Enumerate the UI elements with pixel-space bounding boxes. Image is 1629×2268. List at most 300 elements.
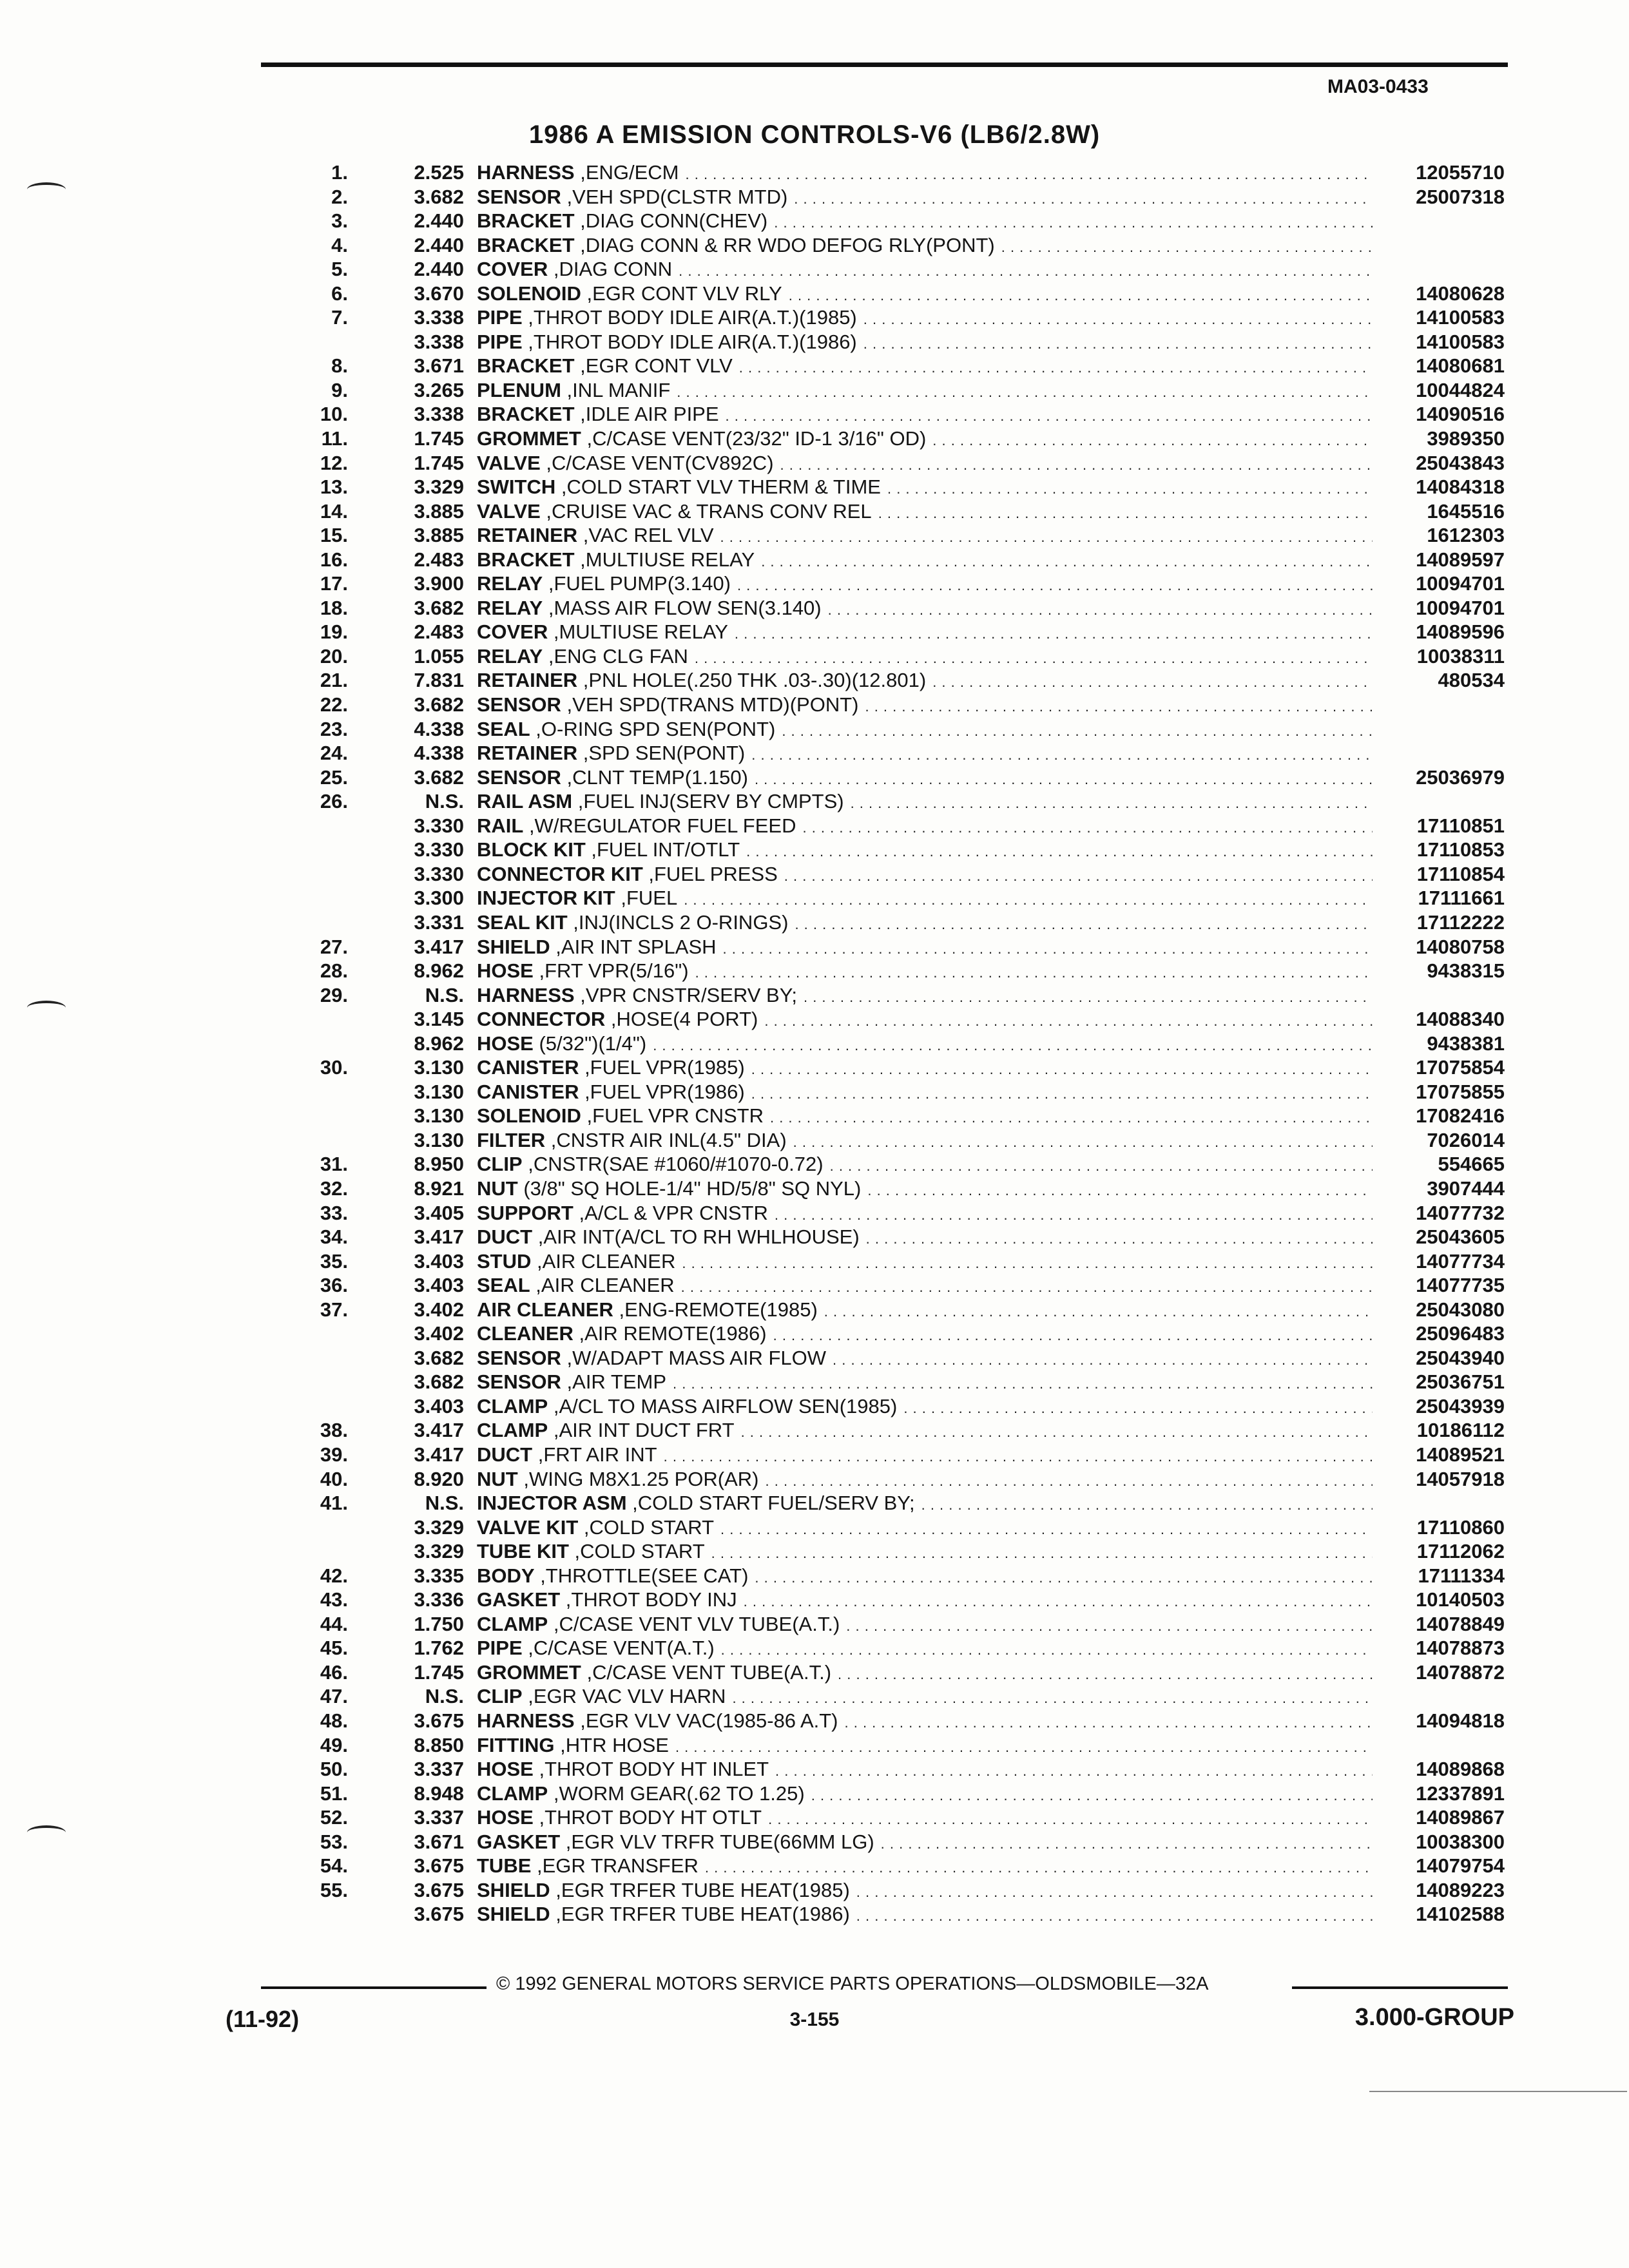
page-title: 1986 A EMISSION CONTROLS-V6 (LB6/2.8W) [528, 120, 1101, 149]
part-number: 25043939 [1416, 1394, 1505, 1418]
reference-number: 3.682 [414, 1370, 464, 1394]
part-row [284, 1394, 1505, 1419]
part-number: 17075855 [1416, 1080, 1505, 1103]
item-number: 7. [331, 306, 348, 329]
item-number: 25. [320, 765, 348, 789]
part-row [284, 305, 1505, 330]
part-detail: ,AIR TEMP [561, 1370, 666, 1394]
part-noun: SENSOR [477, 1370, 561, 1394]
reference-number: N.S. [425, 983, 464, 1006]
reference-number: 3.331 [414, 910, 464, 934]
item-number: 31. [320, 1153, 348, 1176]
part-description [477, 838, 1373, 864]
item-number: 49. [320, 1733, 348, 1756]
part-row [284, 886, 1505, 910]
part-number: 554665 [1438, 1153, 1505, 1176]
part-noun: SEAL [477, 717, 530, 740]
part-number: 1612303 [1427, 524, 1505, 547]
part-description [477, 693, 1373, 719]
part-row [284, 1588, 1505, 1612]
reference-number: 3.130 [414, 1104, 464, 1128]
part-row [284, 160, 1505, 185]
part-detail: ,THROT BODY HT OTLT [533, 1806, 762, 1829]
reference-number: 3.403 [414, 1249, 464, 1273]
part-row [284, 1055, 1505, 1080]
part-detail: ,C/CASE VENT(23/32" ID-1 3/16" OD) [581, 427, 927, 450]
reference-number: 8.950 [414, 1153, 464, 1176]
part-noun: CLIP [477, 1153, 523, 1176]
part-detail: ,DIAG CONN(CHEV) [574, 209, 768, 233]
part-detail: ,FUEL INT/OTLT [585, 838, 740, 861]
part-row [284, 814, 1505, 838]
part-number: 14078872 [1416, 1660, 1505, 1684]
part-row [284, 1491, 1505, 1515]
reference-number: 3.330 [414, 838, 464, 861]
part-detail: ,EGR TRFER TUBE HEAT(1986) [550, 1903, 850, 1926]
part-description [477, 1878, 1373, 1905]
part-description [477, 1055, 1373, 1082]
item-number: 18. [320, 596, 348, 619]
reference-number: 3.885 [414, 524, 464, 547]
part-row [284, 959, 1505, 983]
part-noun: GASKET [477, 1830, 561, 1853]
part-detail: ,FUEL VPR CNSTR [581, 1104, 764, 1128]
part-detail: ,WORM GEAR(.62 TO 1.25) [548, 1782, 805, 1805]
footer-rule-right [1292, 1986, 1508, 1989]
item-number: 53. [320, 1830, 348, 1853]
part-noun: PIPE [477, 1637, 523, 1660]
part-row [284, 475, 1505, 499]
item-number: 17. [320, 572, 348, 595]
reference-number: 3.330 [414, 814, 464, 837]
part-detail: ,AIR INT DUCT FRT [548, 1419, 735, 1442]
part-description [477, 1080, 1373, 1106]
part-noun: SHIELD [477, 935, 550, 958]
part-description [477, 499, 1373, 526]
margin-mark [27, 1001, 66, 1015]
part-row [284, 1660, 1505, 1685]
part-detail: ,HTR HOSE [554, 1733, 669, 1756]
part-description [477, 1564, 1373, 1590]
part-noun: CLAMP [477, 1612, 548, 1635]
item-number: 3. [331, 209, 348, 233]
part-detail: ,A/CL & VPR CNSTR [573, 1201, 768, 1224]
part-detail: ,INJ(INCLS 2 O-RINGS) [567, 910, 789, 934]
part-noun: SENSOR [477, 185, 561, 208]
part-description [477, 1709, 1373, 1735]
part-description [477, 1660, 1373, 1687]
part-row [284, 668, 1505, 693]
part-detail: ,MASS AIR FLOW SEN(3.140) [543, 596, 822, 619]
part-noun: GROMMET [477, 1660, 581, 1684]
part-row [284, 257, 1505, 282]
item-number: 33. [320, 1201, 348, 1224]
reference-number: 1.055 [414, 644, 464, 668]
part-noun: BRACKET [477, 403, 575, 426]
part-noun: RETAINER [477, 524, 578, 547]
part-noun: SWITCH [477, 476, 556, 499]
item-number: 15. [320, 524, 348, 547]
reference-number: 1.745 [414, 1660, 464, 1684]
part-row [284, 1321, 1505, 1346]
item-number: 52. [320, 1806, 348, 1829]
part-noun: BRACKET [477, 354, 575, 378]
part-description [477, 402, 1373, 428]
reference-number: 4.338 [414, 717, 464, 740]
part-number: 14080681 [1416, 354, 1505, 378]
part-noun: HOSE [477, 1758, 534, 1781]
part-row [284, 1733, 1505, 1758]
reference-number: 8.948 [414, 1782, 464, 1805]
part-number: 17110854 [1416, 862, 1505, 885]
part-description [477, 1321, 1373, 1348]
item-number: 12. [320, 451, 348, 474]
part-noun: HARNESS [477, 1709, 575, 1732]
part-number: 14089521 [1416, 1443, 1505, 1466]
part-description [477, 668, 1373, 695]
item-number: 9. [331, 378, 348, 401]
item-number: 10. [320, 403, 348, 426]
part-number: 14057918 [1416, 1467, 1505, 1490]
item-number: 43. [320, 1588, 348, 1611]
part-row [284, 983, 1505, 1008]
part-number: 14077734 [1416, 1249, 1505, 1273]
part-number: 25043080 [1416, 1298, 1505, 1321]
part-number: 10038311 [1416, 644, 1505, 668]
part-description [477, 185, 1373, 211]
part-detail: ,VPR CNSTR/SERV BY; [574, 983, 797, 1006]
part-noun: SENSOR [477, 693, 561, 716]
part-noun: BLOCK KIT [477, 838, 586, 861]
part-number: 14077735 [1416, 1274, 1505, 1297]
part-noun: SENSOR [477, 1346, 561, 1369]
part-detail: ,A/CL TO MASS AIRFLOW SEN(1985) [548, 1394, 898, 1418]
part-description [477, 765, 1373, 792]
reference-number: 3.417 [414, 935, 464, 958]
part-number: 9438381 [1427, 1032, 1505, 1055]
item-number: 54. [320, 1854, 348, 1878]
part-description [477, 1152, 1373, 1178]
part-detail: ,INL MANIF [561, 378, 671, 401]
part-row [284, 789, 1505, 814]
part-description [477, 1467, 1373, 1494]
part-number: 9438315 [1427, 959, 1505, 983]
part-noun: BRACKET [477, 233, 575, 256]
part-description [477, 620, 1373, 646]
part-row [284, 1539, 1505, 1564]
reference-number: N.S. [425, 1685, 464, 1708]
reference-number: 3.130 [414, 1080, 464, 1103]
reference-number: 4.338 [414, 742, 464, 765]
part-detail: ,ENG-REMOTE(1985) [613, 1298, 818, 1321]
reference-number: 3.337 [414, 1806, 464, 1829]
part-number: 14077732 [1416, 1201, 1505, 1224]
part-detail: ,W/ADAPT MASS AIR FLOW [561, 1346, 827, 1369]
part-row [284, 596, 1505, 620]
reference-number: 3.336 [414, 1588, 464, 1611]
part-description [477, 1854, 1373, 1880]
part-detail: ,THROT BODY HT INLET [533, 1758, 769, 1781]
margin-mark [27, 182, 66, 197]
part-noun: PIPE [477, 330, 523, 353]
item-number: 23. [320, 717, 348, 740]
reference-number: 3.405 [414, 1201, 464, 1224]
reference-number: 8.962 [414, 959, 464, 983]
reference-number: 3.338 [414, 330, 464, 353]
part-detail: ,EGR VLV TRFR TUBE(66MM LG) [560, 1830, 874, 1853]
part-row [284, 427, 1505, 451]
part-row [284, 330, 1505, 354]
reference-number: 3.682 [414, 1346, 464, 1369]
part-description [477, 1902, 1373, 1928]
parts-list [284, 160, 1505, 1927]
part-number: 14078873 [1416, 1637, 1505, 1660]
part-detail: ,SPD SEN(PONT) [577, 742, 746, 765]
part-row [284, 1902, 1505, 1927]
part-row [284, 1177, 1505, 1201]
part-noun: INJECTOR KIT [477, 887, 615, 910]
part-noun: GASKET [477, 1588, 561, 1611]
item-number: 42. [320, 1564, 348, 1587]
part-row [284, 282, 1505, 306]
part-description [477, 1249, 1373, 1276]
item-number: 37. [320, 1298, 348, 1321]
reference-number: 1.750 [414, 1612, 464, 1635]
part-detail: ,PNL HOLE(.250 THK .03-.30)(12.801) [577, 669, 927, 692]
part-number: 14080628 [1416, 282, 1505, 305]
part-description [477, 910, 1373, 937]
part-detail: ,VEH SPD(CLSTR MTD) [561, 185, 788, 208]
part-noun: FILTER [477, 1128, 546, 1151]
item-number: 44. [320, 1612, 348, 1635]
part-row [284, 693, 1505, 717]
part-description [477, 572, 1373, 598]
item-number: 30. [320, 1056, 348, 1079]
part-description [477, 1491, 1373, 1517]
part-detail: ,CNSTR(SAE #1060/#1070-0.72) [522, 1153, 824, 1176]
reference-number: 3.300 [414, 887, 464, 910]
part-description [477, 1757, 1373, 1783]
part-noun: HARNESS [477, 161, 575, 184]
part-noun: RELAY [477, 572, 543, 595]
bottom-rule [1369, 2091, 1627, 2092]
reference-number: N.S. [425, 1492, 464, 1515]
part-number: 14089868 [1416, 1758, 1505, 1781]
part-noun: FITTING [477, 1733, 555, 1756]
part-description [477, 1782, 1373, 1808]
part-row [284, 1782, 1505, 1806]
reference-number: 3.130 [414, 1056, 464, 1079]
part-detail: ,EGR VAC VLV HARN [522, 1685, 726, 1708]
part-noun: VALVE [477, 451, 541, 474]
part-detail: ,FUEL VPR(1986) [579, 1080, 745, 1103]
part-description [477, 233, 1373, 260]
part-detail: ,AIR CLEANER [531, 1249, 676, 1273]
part-number: 10094701 [1416, 596, 1505, 619]
part-number: 10186112 [1416, 1419, 1505, 1442]
part-number: 17112222 [1416, 910, 1505, 934]
part-detail: ,COLD START FUEL/SERV BY; [626, 1492, 915, 1515]
part-number: 17075854 [1416, 1056, 1505, 1079]
part-detail: (3/8" SQ HOLE-1/4" HD/5/8" SQ NYL) [517, 1177, 862, 1200]
part-detail: ,MULTIUSE RELAY [548, 620, 728, 644]
part-noun: CLAMP [477, 1394, 548, 1418]
part-detail: ,CNSTR AIR INL(4.5" DIA) [545, 1128, 787, 1151]
part-row [284, 1684, 1505, 1709]
part-description [477, 548, 1373, 574]
item-number: 46. [320, 1660, 348, 1684]
part-description [477, 1032, 1373, 1058]
part-row [284, 838, 1505, 862]
part-description [477, 1298, 1373, 1324]
item-number: 55. [320, 1878, 348, 1901]
reference-number: 3.675 [414, 1903, 464, 1926]
part-noun: SHIELD [477, 1903, 550, 1926]
part-noun: CONNECTOR [477, 1008, 606, 1031]
part-detail: ,FUEL INJ(SERV BY CMPTS) [572, 790, 844, 813]
part-noun: RELAY [477, 596, 543, 619]
part-row [284, 644, 1505, 669]
part-number: 17110851 [1416, 814, 1505, 837]
part-description [477, 1539, 1373, 1566]
item-number: 20. [320, 644, 348, 668]
part-number: 1645516 [1427, 499, 1505, 523]
part-number: 10140503 [1416, 1588, 1505, 1611]
part-noun: HARNESS [477, 983, 575, 1006]
part-noun: SEAL [477, 1274, 530, 1297]
reference-number: 3.337 [414, 1758, 464, 1781]
part-noun: CLAMP [477, 1782, 548, 1805]
part-number: 25043843 [1416, 451, 1505, 474]
reference-number: 3.682 [414, 185, 464, 208]
part-detail: ,C/CASE VENT(A.T.) [522, 1637, 715, 1660]
part-number: 17112062 [1416, 1540, 1505, 1563]
reference-number: 3.329 [414, 1540, 464, 1563]
part-noun: CLEANER [477, 1322, 574, 1345]
part-number: 17110860 [1416, 1515, 1505, 1539]
part-detail: ,C/CASE VENT VLV TUBE(A.T.) [548, 1612, 840, 1635]
part-noun: PIPE [477, 306, 523, 329]
part-description [477, 959, 1373, 985]
part-description [477, 257, 1373, 284]
part-noun: CONNECTOR KIT [477, 862, 643, 885]
part-detail: ,EGR CONT VLV RLY [581, 282, 782, 305]
part-number: 25036751 [1416, 1370, 1505, 1394]
reference-number: 3.338 [414, 403, 464, 426]
part-detail: ,C/CASE VENT(CV892C) [540, 451, 774, 474]
part-description [477, 1684, 1373, 1711]
part-description [477, 1104, 1373, 1130]
part-noun: CLAMP [477, 1419, 548, 1442]
reference-number: 3.675 [414, 1709, 464, 1732]
part-description [477, 1612, 1373, 1639]
part-noun: TUBE KIT [477, 1540, 569, 1563]
part-detail: ,C/CASE VENT TUBE(A.T.) [581, 1660, 832, 1684]
item-number: 14. [320, 499, 348, 523]
part-row [284, 1564, 1505, 1588]
part-row [284, 1515, 1505, 1540]
part-noun: RETAINER [477, 669, 578, 692]
reference-number: 1.762 [414, 1637, 464, 1660]
part-noun: VALVE [477, 499, 541, 523]
part-detail: ,FUEL PUMP(3.140) [543, 572, 731, 595]
part-noun: GROMMET [477, 427, 581, 450]
part-number: 10094701 [1416, 572, 1505, 595]
item-number: 27. [320, 935, 348, 958]
part-noun: STUD [477, 1249, 532, 1273]
part-description [477, 1370, 1373, 1396]
part-row [284, 1249, 1505, 1274]
part-row [284, 1467, 1505, 1492]
part-noun: BRACKET [477, 209, 575, 233]
part-number: 14080758 [1416, 935, 1505, 958]
part-detail: ,EGR TRFER TUBE HEAT(1985) [550, 1878, 850, 1901]
part-row [284, 1201, 1505, 1225]
part-description [477, 1805, 1373, 1832]
item-number: 2. [331, 185, 348, 208]
item-number: 8. [331, 354, 348, 378]
part-detail: ,FRT VPR(5/16") [533, 959, 689, 983]
part-noun: SOLENOID [477, 282, 581, 305]
item-number: 21. [320, 669, 348, 692]
part-number: 25043940 [1416, 1346, 1505, 1369]
reference-number: 3.402 [414, 1322, 464, 1345]
part-noun: RAIL ASM [477, 790, 573, 813]
part-detail: ,EGR CONT VLV [574, 354, 733, 378]
reference-number: 8.920 [414, 1467, 464, 1490]
part-number: 25043605 [1416, 1225, 1505, 1249]
reference-number: 2.440 [414, 233, 464, 256]
reference-number: 8.962 [414, 1032, 464, 1055]
part-detail: ,THROT BODY IDLE AIR(A.T.)(1986) [522, 330, 857, 353]
part-row [284, 620, 1505, 644]
part-number: 12337891 [1416, 1782, 1505, 1805]
item-number: 16. [320, 548, 348, 571]
part-row [284, 185, 1505, 209]
part-description [477, 330, 1373, 356]
part-detail: ,WING M8X1.25 POR(AR) [517, 1467, 759, 1490]
part-number: 14089867 [1416, 1806, 1505, 1829]
part-description [477, 935, 1373, 961]
part-detail: ,FUEL [615, 887, 678, 910]
part-noun: CANISTER [477, 1080, 579, 1103]
item-number: 34. [320, 1225, 348, 1249]
reference-number: 3.338 [414, 306, 464, 329]
item-number: 45. [320, 1637, 348, 1660]
part-number: 10038300 [1416, 1830, 1505, 1853]
part-row [284, 1273, 1505, 1298]
part-detail: (5/32")(1/4") [533, 1032, 647, 1055]
item-number: 47. [320, 1685, 348, 1708]
part-row [284, 1854, 1505, 1878]
part-description [477, 644, 1373, 671]
part-row [284, 1370, 1505, 1394]
part-row [284, 523, 1505, 548]
part-detail: ,ENG/ECM [574, 161, 679, 184]
reference-number: 3.402 [414, 1298, 464, 1321]
part-noun: SOLENOID [477, 1104, 581, 1128]
part-noun: CANISTER [477, 1056, 579, 1079]
item-number: 50. [320, 1758, 348, 1781]
part-noun: HOSE [477, 1032, 534, 1055]
part-number: 7026014 [1427, 1128, 1505, 1151]
part-detail: ,FUEL VPR(1985) [579, 1056, 745, 1079]
part-description [477, 209, 1373, 235]
part-number: 12055710 [1416, 161, 1505, 184]
part-description [477, 1588, 1373, 1614]
part-detail: ,AIR INT(A/CL TO RH WHLHOUSE) [532, 1225, 860, 1249]
part-noun: AIR CLEANER [477, 1298, 613, 1321]
